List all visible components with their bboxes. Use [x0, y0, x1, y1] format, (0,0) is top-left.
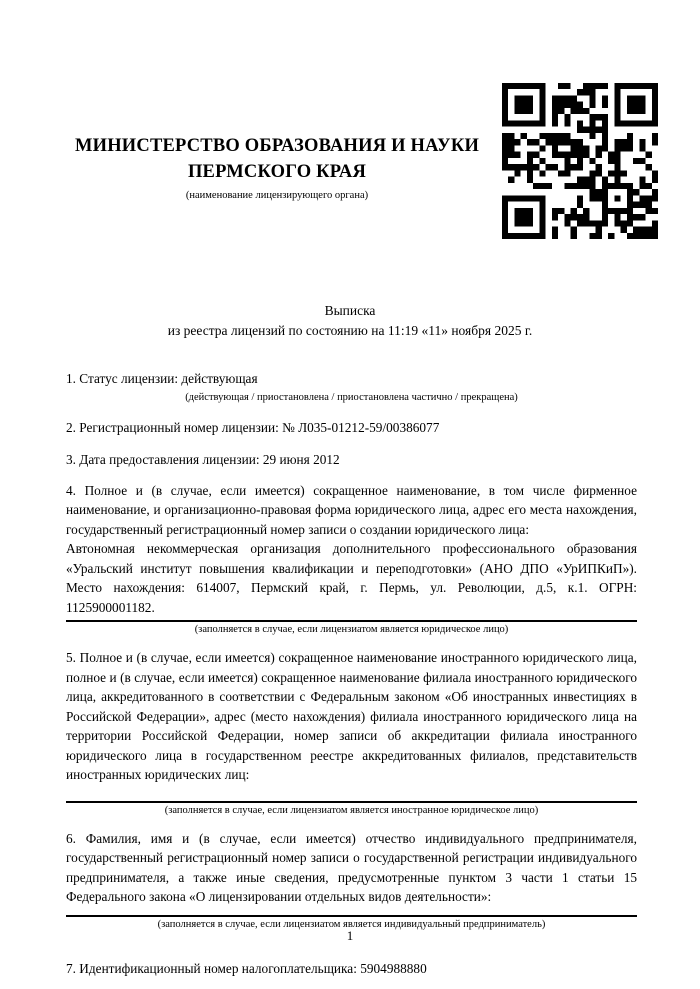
qr-code-icon — [502, 83, 658, 239]
ministry-caption: (наименование лицензирующего органа) — [185, 190, 369, 201]
document-header — [0, 0, 700, 239]
item-3-license-grant-date: 3. Дата предоставления лицензии: 29 июня 2012 — [66, 452, 340, 467]
item-2-registration-number: 2. Регистрационный номер лицензии: № Л035-01212-59/00386077 — [66, 419, 440, 435]
ministry-name-line2: ПЕРМСКОГО КРАЯ — [187, 162, 367, 182]
licensing-authority-block — [66, 83, 502, 202]
document-title — [0, 301, 700, 341]
qr-code-container — [502, 83, 658, 239]
item-4-legal-entity-value: Автономная некоммерческая организация дополнительного профессионального образования «Уральский институт повышения квалификации и переподготовки» (АНО ДПО «УрИПКиП»). Место нахождения: 614007, Пермский край, г. Пермь, ул. Революции, д.5, к.1. ОГРН: 1125900001182. — [66, 541, 637, 615]
item-1-status-options-caption: (действующая / приостановлена / приостановлена частично / прекращена) — [185, 391, 518, 403]
document-title-line1: Выписка — [324, 303, 376, 318]
item-5-fill-caption: (заполняется в случае, если лицензиатом является иностранное юридическое лицо) — [164, 804, 539, 816]
document-title-line2: из реестра лицензий по состоянию на 11:19 «11» ноября 2025 г. — [167, 323, 533, 338]
ministry-name-line1: МИНИСТЕРСТВО ОБРАЗОВАНИЯ И НАУКИ — [74, 136, 480, 156]
item-1-license-status: 1. Статус лицензии: действующая — [66, 371, 258, 386]
item-7-taxpayer-id: 7. Идентификационный номер налогоплательщика: 5904988880 — [66, 960, 427, 976]
ministry-name — [66, 133, 488, 185]
document-body — [0, 369, 700, 978]
item-5-foreign-entity-heading: 5. Полное и (в случае, если имеется) сокращенное наименование иностранного юридического лица, полное и (в случае, если имеется) сокращенное наименование филиала иностранного юридического лица, аккредитованного в соответствии с Федеральным законом «Об иностранных инвестициях в Российской Федерации», адрес (место нахождения) филиала иностранного юридического лица на территории Российской Федерации, номер записи об аккредитации филиала иностранного юридического лица в государственном реестре аккредитованных филиалов, представительств иностранных юридических лиц: — [66, 650, 637, 782]
item-4-fill-caption: (заполняется в случае, если лицензиатом является юридическое лицо) — [194, 624, 509, 635]
item-6-individual-entrepreneur-heading: 6. Фамилия, имя и (в случае, если имеется) отчество индивидуального предпринимателя, государственный регистрационный номер записи о государственной регистрации индивидуального предпринимателя, а также иные сведения, предусмотренные пунктом 3 части 1 статьи 15 Федерального закона «О лицензировании отдельных видов деятельности»: — [66, 830, 637, 904]
item-4-legal-entity-heading: 4. Полное и (в случае, если имеется) сокращенное наименование, в том числе фирменное наименование, и организационно-правовая форма юридического лица, адрес его места нахождения, государственный регистрационный номер записи о создании юридического лица: — [66, 482, 637, 537]
item-6-fill-caption: (заполняется в случае, если лицензиатом является индивидуальный предприниматель) — [157, 918, 546, 930]
page-number: 1 — [346, 928, 354, 943]
